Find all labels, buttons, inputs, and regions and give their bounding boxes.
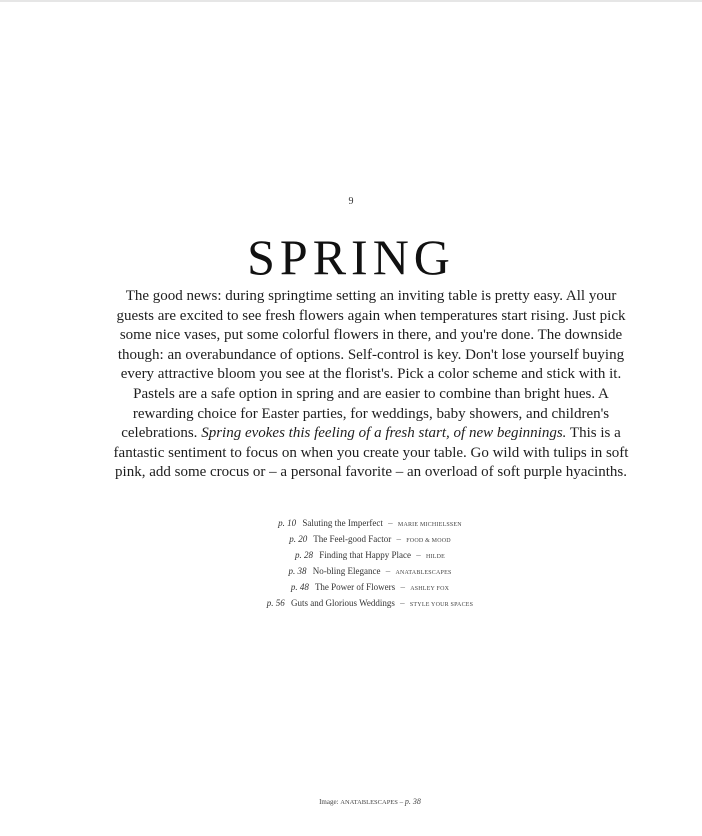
contents-item-separator: –: [388, 518, 393, 528]
contents-item-page: p. 38: [288, 566, 307, 576]
contents-item-page: p. 48: [290, 582, 309, 592]
contents-item[interactable]: [0, 516, 702, 532]
image-credit-separator: –: [399, 798, 404, 806]
body-text-italic: Spring evokes this feeling of a fresh start, of new beginnings.: [201, 425, 567, 442]
contents-item[interactable]: [0, 548, 702, 564]
contents-item-separator: –: [400, 598, 405, 608]
contents-item-page: p. 10: [278, 518, 297, 528]
contents-item[interactable]: [0, 580, 702, 596]
contents-item-separator: –: [385, 566, 391, 576]
image-credit-label: Image:: [319, 798, 339, 806]
contents-item-author: STYLE YOUR SPACES: [409, 602, 474, 608]
contents-item-title: No-bling Elegance: [312, 566, 381, 576]
contents-item-author: ANATABLESCAPES: [395, 570, 452, 576]
contents-item-author: FOOD & MOOD: [406, 538, 451, 544]
contents-item[interactable]: [0, 596, 702, 612]
contents-item-author: HILDE: [426, 554, 445, 560]
contents-item-title: The Power of Flowers: [314, 582, 396, 592]
body-text-part2: This is a fantastic sentiment to focus on when you create your table. Go wild with tulips in soft pink, add some crocus or – a personal favorite – an overload of soft purple hyacinths.: [113, 425, 629, 481]
contents-item-author: ASHLEY FOX: [410, 586, 450, 592]
contents-item-author: MARIE MICHIELSSEN: [397, 522, 462, 528]
contents-item-page: p. 20: [289, 534, 308, 544]
page-number: 9: [348, 196, 354, 207]
contents-item-page: p. 28: [295, 550, 313, 560]
contents-item[interactable]: [0, 564, 702, 580]
body-paragraph: [112, 287, 630, 483]
contents-item[interactable]: [0, 532, 702, 548]
body-text-part1: The good news: during springtime setting an inviting table is pretty easy. All your guests are excited to see fresh flowers again when temperatures start rising. Just pick some nice vases, put some colorful flowers in there, and you're done. The downside though: an overabundance of options. Self-control is key. Don't lose yourself buying every attractive bloom you see at the florist's. Pick a color scheme and stick with it. Pastels are a safe option in spring and are easier to combine than bright hues. A rewarding choice for Easter parties, for weddings, baby showers, and children's celebrations.: [116, 288, 626, 442]
image-credit: [0, 797, 702, 806]
contents-item-separator: –: [400, 582, 405, 592]
top-rule: [0, 0, 702, 2]
contents-item-title: Finding that Happy Place: [319, 550, 411, 560]
contents-item-title: Saluting the Imperfect: [302, 518, 383, 528]
page-title: SPRING: [247, 229, 455, 285]
contents-item-title: Guts and Glorious Weddings: [291, 598, 395, 608]
contents-item-page: p. 56: [266, 598, 285, 608]
contents-list: [0, 516, 702, 612]
contents-item-title: The Feel-good Factor: [313, 534, 392, 544]
contents-item-separator: –: [396, 534, 402, 544]
image-credit-name: ANATABLESCAPES: [340, 799, 398, 806]
image-credit-page: p. 38: [404, 797, 421, 806]
contents-item-separator: –: [416, 550, 421, 560]
